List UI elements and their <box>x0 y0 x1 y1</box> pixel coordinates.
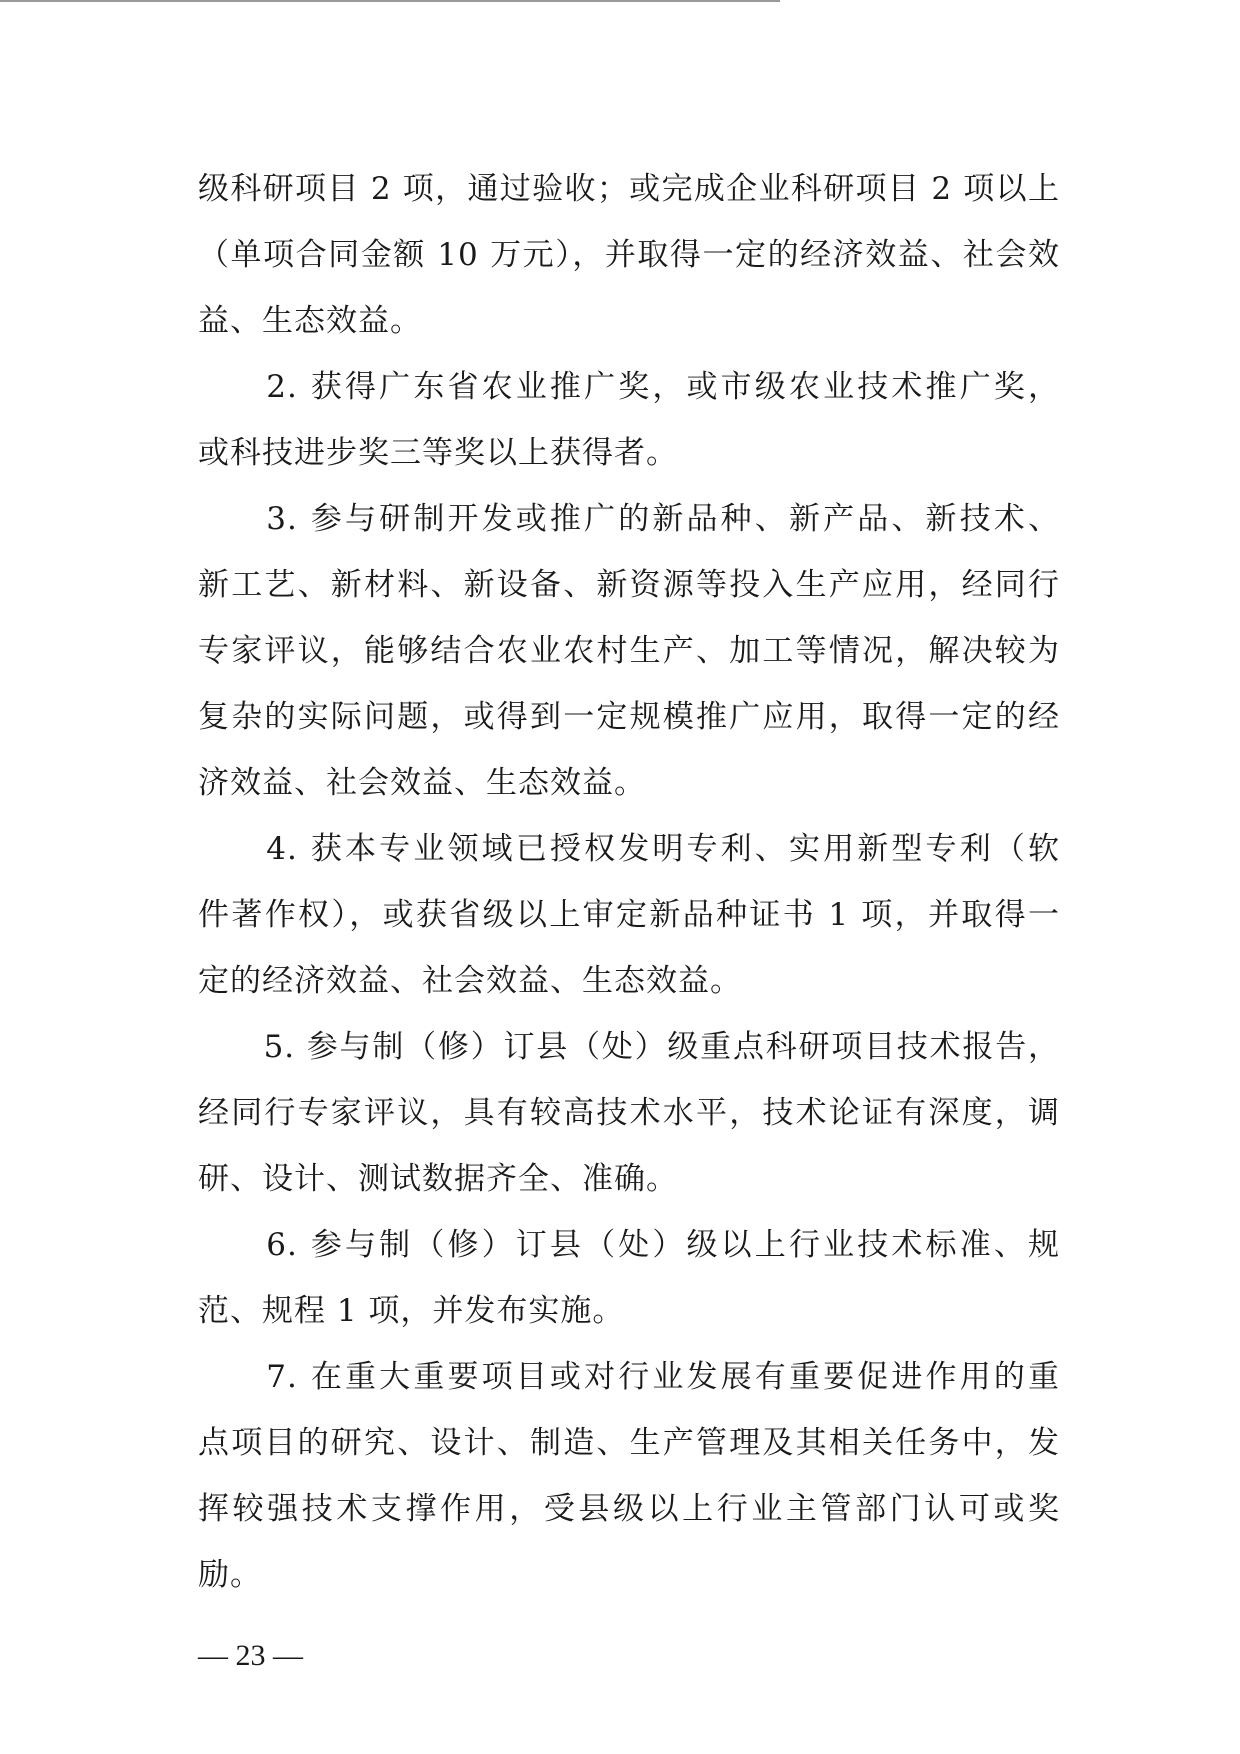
list-item-3 <box>198 486 1060 816</box>
list-item-4 <box>198 816 1060 1014</box>
list-item-5 <box>198 1014 1060 1212</box>
list-item-6 <box>198 1212 1060 1344</box>
paragraph-continued <box>198 156 1060 354</box>
text-line: 级科研项目 2 项，通过验收；或完成企业科研项目 2 项以上 <box>198 171 1060 207</box>
document-body <box>198 156 1060 1608</box>
text-line: 益、生态效益。 <box>198 303 422 339</box>
text-line: 挥较强技术支撑作用，受县级以上行业主管部门认可或奖 <box>198 1491 1060 1527</box>
text-line: 定的经济效益、社会效益、生态效益。 <box>198 963 742 999</box>
list-item-7 <box>198 1344 1060 1608</box>
text-line: 专家评议，能够结合农业农村生产、加工等情况，解决较为 <box>198 633 1060 669</box>
text-line: 或科技进步奖三等奖以上获得者。 <box>198 435 678 471</box>
text-line: 济效益、社会效益、生态效益。 <box>198 765 646 801</box>
text-line: 5. 参与制（修）订县（处）级重点科研项目技术报告， <box>198 1029 1060 1065</box>
page-number: — 23 — <box>198 1639 303 1672</box>
list-item-2 <box>198 354 1060 486</box>
scan-top-edge <box>0 0 780 2</box>
text-line: 6. 参与制（修）订县（处）级以上行业技术标准、规 <box>198 1227 1060 1263</box>
text-line: 范、规程 1 项，并发布实施。 <box>198 1293 625 1329</box>
text-line: （单项合同金额 10 万元），并取得一定的经济效益、社会效 <box>198 237 1060 273</box>
text-line: 7. 在重大重要项目或对行业发展有重要促进作用的重 <box>198 1359 1060 1395</box>
text-line: 经同行专家评议，具有较高技术水平，技术论证有深度，调 <box>198 1095 1060 1131</box>
text-line: 复杂的实际问题，或得到一定规模推广应用，取得一定的经 <box>198 699 1060 735</box>
text-line: 4. 获本专业领域已授权发明专利、实用新型专利（软 <box>198 831 1060 867</box>
text-line: 2. 获得广东省农业推广奖，或市级农业技术推广奖， <box>198 369 1060 405</box>
text-line: 件著作权），或获省级以上审定新品种证书 1 项，并取得一 <box>198 897 1060 933</box>
text-line: 励。 <box>198 1557 262 1593</box>
text-line: 点项目的研究、设计、制造、生产管理及其相关任务中，发 <box>198 1425 1060 1461</box>
text-line: 研、设计、测试数据齐全、准确。 <box>198 1161 678 1197</box>
text-line: 3. 参与研制开发或推广的新品种、新产品、新技术、 <box>198 501 1060 537</box>
text-line: 新工艺、新材料、新设备、新资源等投入生产应用，经同行 <box>198 567 1060 603</box>
